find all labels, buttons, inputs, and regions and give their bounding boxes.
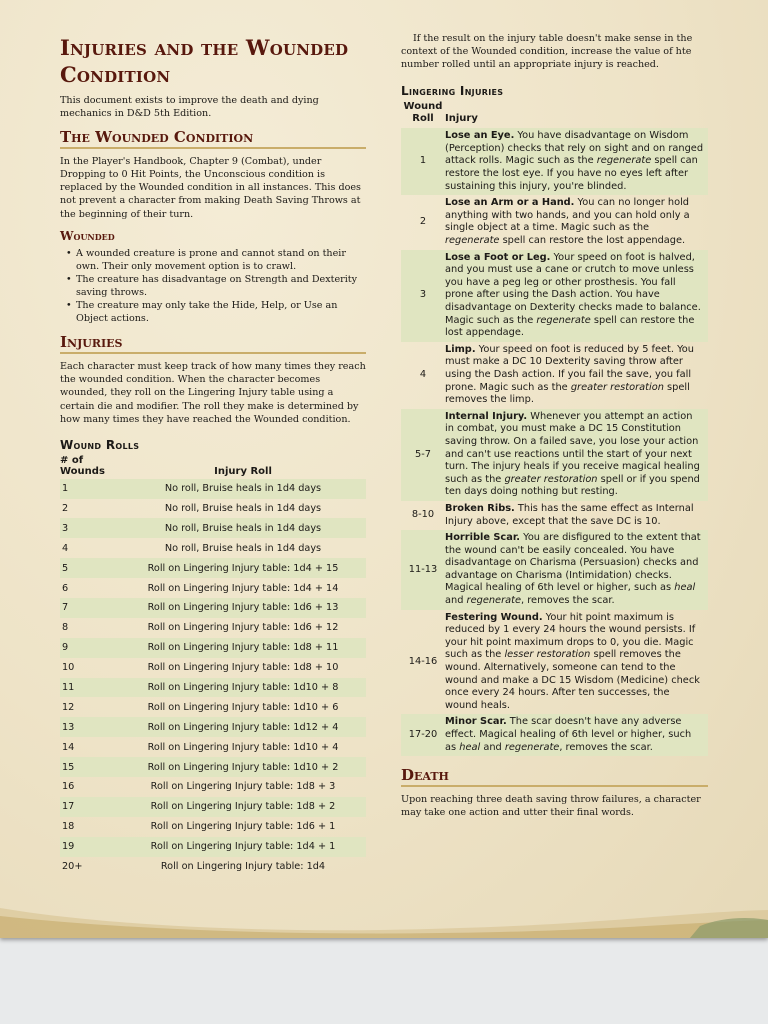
injury-roll-cell: Roll on Lingering Injury table: 1d8 + 10 bbox=[147, 662, 339, 674]
spell-name: lesser restoration bbox=[504, 649, 591, 661]
injury-roll-cell: Roll on Lingering Injury table: 1d4 + 14 bbox=[147, 582, 339, 594]
table-row bbox=[401, 128, 708, 195]
wound-roll-cell: 8-10 bbox=[411, 509, 435, 521]
wound-rolls-body bbox=[60, 479, 366, 877]
spell-name: greater restoration bbox=[504, 473, 598, 485]
injury-text: spell removes the wound. Alternatively, someone can tend to the wound and make a DC 15 Wisdom (Medicine) check once every 24 hours. After ten successes, the wound heals. bbox=[445, 649, 700, 711]
wound-roll-cell: 14-16 bbox=[408, 655, 438, 667]
table-row bbox=[60, 678, 366, 698]
injury-roll-cell: Roll on Lingering Injury table: 1d4 + 15 bbox=[120, 558, 366, 578]
column-header-wounds: # of Wounds bbox=[60, 454, 105, 477]
wound-count-cell: 9 bbox=[60, 638, 120, 658]
right-intro-paragraph: If the result on the injury table doesn't make sense in the context of the Wounded condition, increase the value of hte number rolled until an appropriate injury is reached. bbox=[401, 33, 693, 71]
injury-description-cell bbox=[445, 342, 708, 409]
table-row bbox=[60, 697, 366, 717]
table-row bbox=[401, 714, 708, 756]
injury-text: Your speed on foot is reduced by 5 feet. You must make a DC 10 Dexterity saving throw after using the Dash action. If you fail the save, you fall prone. Magic such as the bbox=[445, 343, 695, 393]
column-header-injury: Injury bbox=[445, 113, 478, 125]
injury-name: Lose an Arm or a Hand. bbox=[445, 197, 575, 209]
injury-roll-cell: No roll, Bruise heals in 1d4 days bbox=[164, 503, 322, 515]
column-header-wound-roll: Wound Roll bbox=[403, 101, 443, 125]
wound-count-cell: 5 bbox=[60, 558, 120, 578]
injury-name: Internal Injury. bbox=[445, 410, 528, 422]
wound-roll-cell: 2 bbox=[419, 216, 427, 228]
heading-lingering-injuries: Lingering Injuries bbox=[401, 84, 504, 99]
lingering-injuries-table bbox=[401, 101, 708, 756]
wound-count-cell: 4 bbox=[62, 542, 69, 554]
injury-name: Broken Ribs. bbox=[445, 502, 515, 514]
injury-roll-cell: Roll on Lingering Injury table: 1d8 + 2 bbox=[120, 797, 366, 817]
table-row bbox=[401, 250, 708, 342]
injury-roll-cell: Roll on Lingering Injury table: 1d6 + 13 bbox=[120, 598, 366, 618]
table-row bbox=[60, 618, 366, 638]
injury-roll-cell: No roll, Bruise heals in 1d4 days bbox=[120, 518, 366, 538]
injury-roll-cell: Roll on Lingering Injury table: 1d10 + 8 bbox=[120, 678, 366, 698]
heading-wounded-condition: The Wounded Condition bbox=[60, 128, 366, 149]
injury-text: spell can restore the lost appendage. bbox=[499, 235, 686, 247]
injury-name: Lose an Eye. bbox=[445, 130, 515, 142]
wound-roll-cell: 1 bbox=[401, 128, 445, 195]
injury-description-cell bbox=[445, 128, 708, 195]
table-row bbox=[401, 501, 708, 530]
injury-text: Your speed on foot is halved, and you must use a cane or crutch to move unless you have a peg leg or other prosthesis. You fall prone after using the Dash action. You have disadvantage on Dexterity checks made to balance. Magic such as the bbox=[445, 251, 701, 326]
spell-name: regenerate bbox=[536, 314, 591, 326]
injury-text: You have disadvantage on Wisdom (Perception) checks that rely on sight and on ranged attack rolls. Magic such as the bbox=[445, 130, 704, 167]
table-row bbox=[60, 658, 366, 678]
table-row bbox=[60, 499, 366, 519]
injury-text: , removes the scar. bbox=[521, 595, 615, 607]
wound-count-cell: 10 bbox=[62, 662, 75, 674]
right-column bbox=[401, 32, 708, 819]
heading-wound-rolls: Wound Rolls bbox=[60, 437, 140, 452]
injury-text: spell can restore the lost appendage. bbox=[445, 314, 695, 339]
injury-name: Horrible Scar. bbox=[445, 532, 521, 544]
injury-name: Festering Wound. bbox=[445, 611, 543, 623]
injury-text: Whenever you attempt an action in combat, you must make a DC 15 Constitution saving throw. On a failed save, you lose your action and can't use reactions until the start of your next turn. The injury heals if you receive magical healing such as the bbox=[445, 410, 700, 485]
spell-name: regenerate bbox=[596, 155, 652, 167]
injury-description-cell bbox=[445, 714, 708, 756]
wound-count-cell: 14 bbox=[62, 741, 75, 753]
injury-description-cell bbox=[445, 610, 708, 715]
wounded-condition-paragraph: In the Player's Handbook, Chapter 9 (Combat), under Dropping to 0 Hit Points, the Unconscious condition is replaced by the Wounded condition in all instances. This does not prevent a character from making Death Saving Throws at the beginning of their turn. bbox=[60, 156, 361, 220]
table-row bbox=[60, 737, 366, 757]
lingering-injuries-body bbox=[401, 128, 708, 756]
injury-roll-cell: Roll on Lingering Injury table: 1d8 + 11 bbox=[120, 638, 366, 658]
wound-count-cell: 11 bbox=[60, 678, 120, 698]
wound-count-cell: 2 bbox=[62, 503, 69, 515]
spell-name: greater restoration bbox=[570, 381, 664, 393]
wound-count-cell: 13 bbox=[60, 717, 120, 737]
table-row bbox=[60, 857, 366, 877]
injury-text: , removes the scar. bbox=[559, 741, 653, 753]
wound-count-cell: 12 bbox=[62, 701, 75, 713]
heading-death: Death bbox=[401, 766, 708, 787]
injury-roll-cell: Roll on Lingering Injury table: 1d6 + 12 bbox=[147, 622, 339, 634]
table-row bbox=[60, 757, 366, 777]
injury-description-cell bbox=[445, 530, 708, 610]
injury-roll-cell: No roll, Bruise heals in 1d4 days bbox=[164, 542, 322, 554]
injury-text: The scar doesn't have any adverse effect. Magical healing of 6th level or higher, such as bbox=[445, 716, 692, 753]
wound-count-cell: 20+ bbox=[62, 861, 83, 873]
wound-roll-cell: 4 bbox=[419, 368, 427, 380]
table-row bbox=[401, 610, 708, 715]
injury-roll-cell: Roll on Lingering Injury table: 1d10 + 2 bbox=[120, 757, 366, 777]
table-row bbox=[60, 777, 366, 797]
injury-text: spell or if you spend ten days doing nothing but resting. bbox=[445, 473, 700, 498]
wound-count-cell: 7 bbox=[60, 598, 120, 618]
injury-roll-cell: Roll on Lingering Injury table: 1d4 + 1 bbox=[120, 837, 366, 857]
injury-name: Lose a Foot or Leg. bbox=[445, 251, 551, 263]
wound-roll-cell: 5-7 bbox=[401, 409, 445, 501]
injury-description-cell bbox=[445, 501, 708, 530]
table-row bbox=[401, 530, 708, 610]
wound-count-cell: 16 bbox=[62, 781, 75, 793]
wound-rolls-table bbox=[60, 455, 366, 877]
injury-roll-cell: Roll on Lingering Injury table: 1d8 + 3 bbox=[150, 781, 336, 793]
list-item: • The creature has disadvantage on Strength and Dexterity saving throws. bbox=[60, 273, 366, 299]
page-title: Injuries and the Wounded Condition bbox=[60, 35, 349, 87]
wound-count-cell: 1 bbox=[60, 479, 120, 499]
injury-text: and bbox=[445, 595, 467, 607]
injury-roll-cell: Roll on Lingering Injury table: 1d4 bbox=[160, 861, 326, 873]
spell-name: regenerate bbox=[445, 235, 500, 247]
injury-text: You can no longer hold anything with two hands, and you can hold only a single object at a time. Magic such as the bbox=[445, 197, 690, 234]
injury-roll-cell: Roll on Lingering Injury table: 1d10 + 4 bbox=[147, 741, 339, 753]
injury-roll-cell: No roll, Bruise heals in 1d4 days bbox=[120, 479, 366, 499]
wound-count-cell: 17 bbox=[60, 797, 120, 817]
spell-name: heal bbox=[674, 582, 696, 594]
death-paragraph: Upon reaching three death saving throw failures, a character may take one action and utter their final words. bbox=[401, 794, 701, 819]
wounded-bullet-list bbox=[60, 247, 366, 326]
table-row bbox=[60, 558, 366, 578]
table-row bbox=[60, 817, 366, 837]
wound-count-cell: 6 bbox=[62, 582, 69, 594]
wound-roll-cell: 3 bbox=[401, 250, 445, 342]
intro-paragraph: This document exists to improve the death and dying mechanics in D&D 5th Edition. bbox=[60, 95, 319, 120]
table-row bbox=[401, 409, 708, 501]
injury-description-cell bbox=[445, 250, 708, 342]
list-item: • A wounded creature is prone and cannot stand on their own. Their only movement option is to crawl. bbox=[60, 247, 366, 273]
table-row bbox=[401, 195, 708, 249]
table-row bbox=[60, 837, 366, 857]
heading-wounded: Wounded bbox=[60, 228, 115, 243]
injury-description-cell bbox=[445, 409, 708, 501]
injuries-paragraph: Each character must keep track of how many times they reach the wounded condition. When the character becomes wounded, they roll on the Lingering Injury table using a certain die and modifier. The roll they make is determined by how many times they have reached the Wounded condition. bbox=[60, 361, 366, 425]
table-row bbox=[60, 518, 366, 538]
wound-count-cell: 15 bbox=[60, 757, 120, 777]
table-row bbox=[60, 598, 366, 618]
wound-roll-cell: 11-13 bbox=[401, 530, 445, 610]
injury-text: and bbox=[480, 741, 505, 753]
wound-count-cell: 8 bbox=[62, 622, 69, 634]
injury-roll-cell: Roll on Lingering Injury table: 1d10 + 6 bbox=[147, 701, 339, 713]
page-footer-decoration bbox=[0, 898, 768, 938]
spell-name: regenerate bbox=[504, 741, 560, 753]
injury-roll-cell: Roll on Lingering Injury table: 1d6 + 1 bbox=[150, 821, 336, 833]
injury-text: You are disfigured to the extent that the wound can't be easily concealed. You have disadvantage on Charisma (Persuasion) checks and advantage on Charisma (Intimidation) checks. Magical healing of 6th level or higher, such as bbox=[445, 532, 701, 594]
injury-text: This has the same effect as Internal Injury above, except that the save DC is 10. bbox=[445, 502, 694, 527]
injury-roll-cell: Roll on Lingering Injury table: 1d12 + 4 bbox=[120, 717, 366, 737]
injury-name: Minor Scar. bbox=[445, 716, 507, 728]
injury-name: Limp. bbox=[445, 343, 476, 355]
table-row bbox=[60, 638, 366, 658]
table-row bbox=[401, 342, 708, 409]
spell-name: regenerate bbox=[466, 595, 521, 607]
list-item: • The creature may only take the Hide, Help, or Use an Object actions. bbox=[60, 299, 366, 325]
table-row bbox=[60, 479, 366, 499]
wound-count-cell: 18 bbox=[62, 821, 75, 833]
table-row bbox=[60, 538, 366, 558]
table-row bbox=[60, 578, 366, 598]
table-row bbox=[60, 717, 366, 737]
wound-count-cell: 19 bbox=[60, 837, 120, 857]
injury-text: Your hit point maximum is reduced by 1 every 24 hours the wound persists. If your hit point maximum drops to 0, you die. Magic such as the bbox=[445, 611, 696, 661]
injury-text: spell removes the limp. bbox=[445, 381, 690, 406]
injury-text: spell can restore the lost eye. If you have no eyes left after sustaining this injury, you're blinded. bbox=[445, 155, 698, 192]
left-column bbox=[60, 34, 366, 877]
spell-name: heal bbox=[459, 741, 481, 753]
wound-roll-cell: 17-20 bbox=[401, 714, 445, 756]
injury-description-cell bbox=[445, 195, 708, 249]
table-row bbox=[60, 797, 366, 817]
column-header-injury-roll: Injury Roll bbox=[214, 465, 272, 477]
heading-injuries: Injuries bbox=[60, 333, 366, 354]
wound-count-cell: 3 bbox=[60, 518, 120, 538]
